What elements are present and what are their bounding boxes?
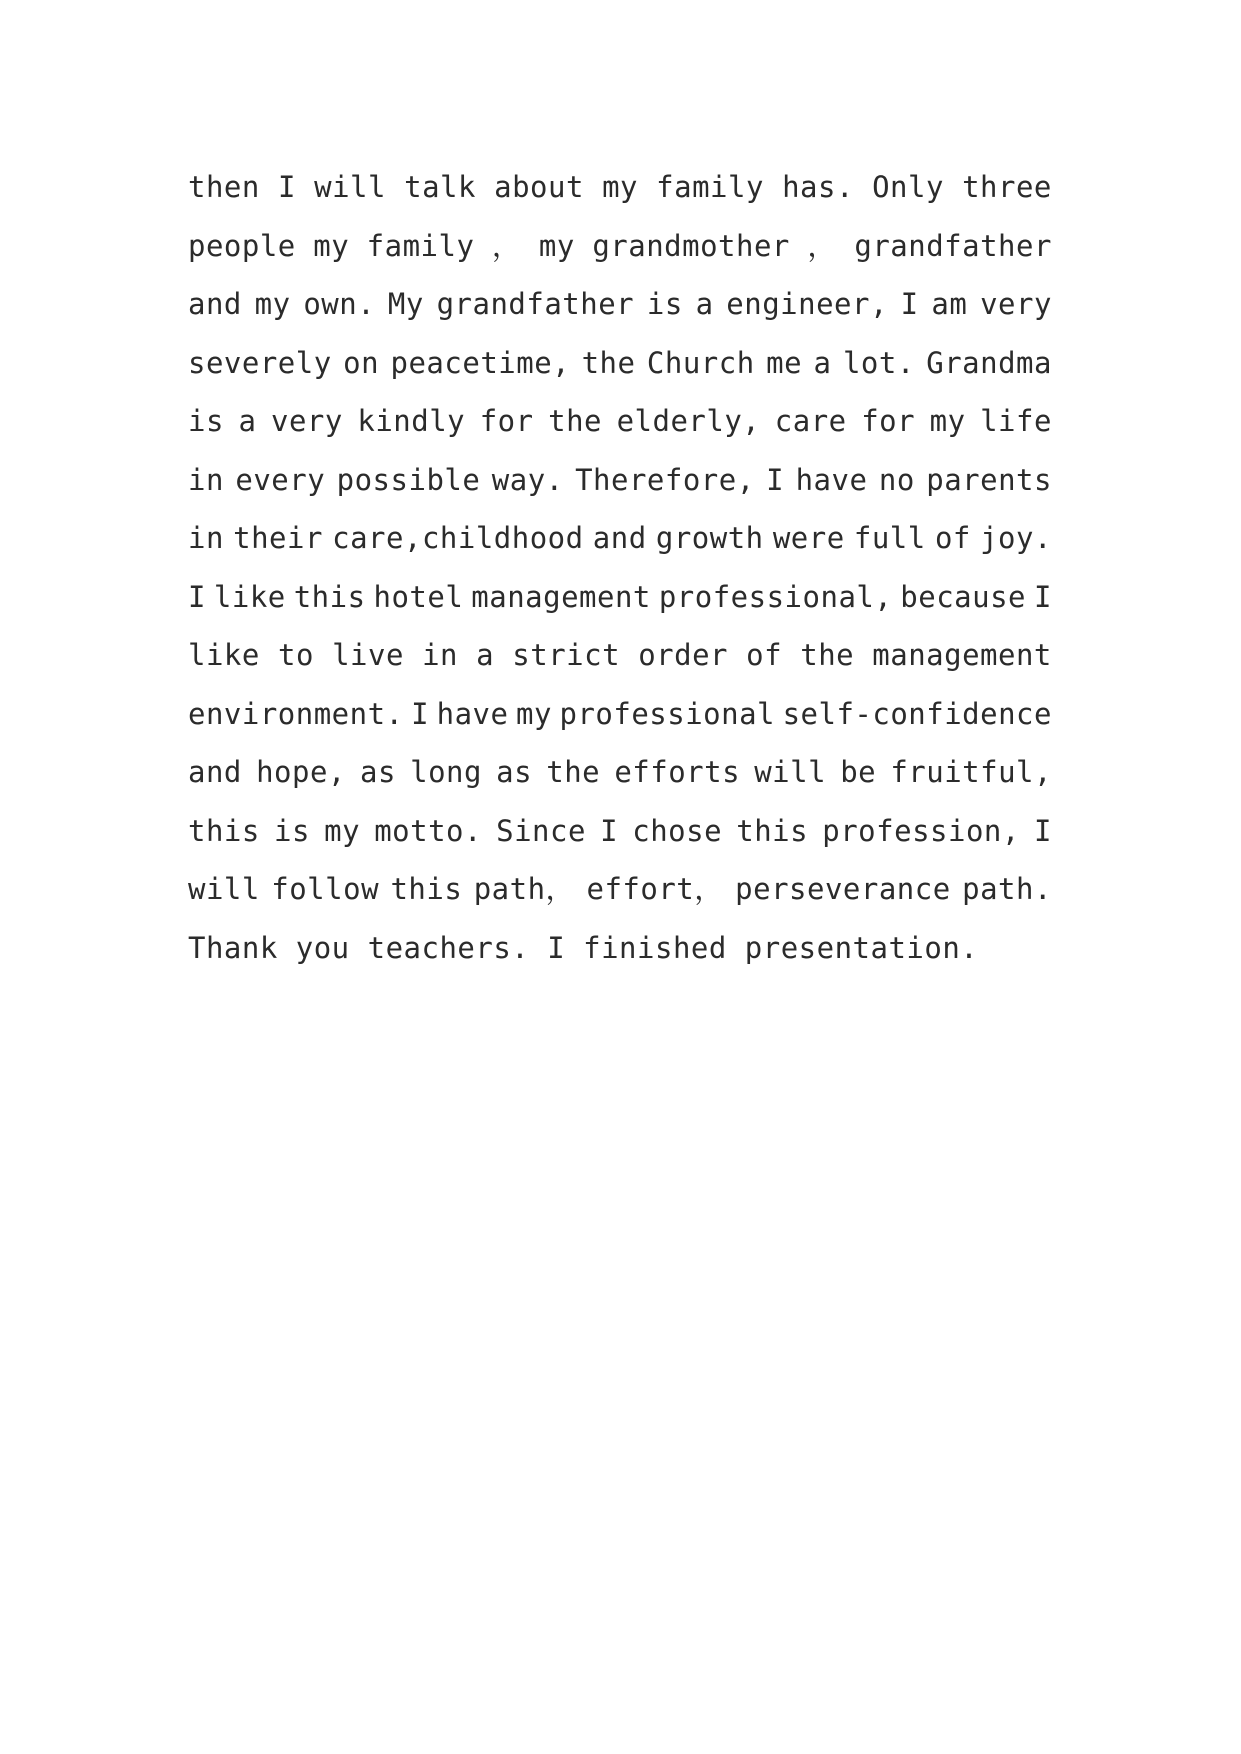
text-word: very (980, 287, 1052, 321)
text-line (188, 158, 1052, 217)
text-word: to (278, 638, 314, 672)
text-word: Therefore, (575, 462, 755, 497)
text-word: grandfather (436, 287, 635, 321)
text-word: three (962, 170, 1052, 204)
text-word: then (188, 170, 260, 204)
text-word: you (295, 930, 368, 965)
text-word: Since (496, 813, 586, 848)
text-word: grandmother (592, 228, 790, 263)
text-word: lot. (842, 345, 915, 380)
text-word: will (188, 872, 260, 906)
text-word: am (931, 287, 968, 321)
text-line (188, 568, 1052, 627)
text-word: hotel (373, 579, 464, 614)
text-word: growth (655, 521, 764, 555)
text-word: Church (646, 345, 755, 380)
text-line (188, 860, 1052, 919)
text-word: finished (583, 930, 745, 965)
text-word: my (516, 696, 552, 731)
text-word: professional, (658, 579, 893, 614)
text-word: as (496, 755, 533, 789)
text-word: this (736, 813, 809, 848)
text-word: for (861, 404, 916, 438)
text-word: profession, (822, 813, 1020, 848)
text-word: I (411, 696, 430, 731)
text-word: live (332, 638, 404, 672)
text-word: have (436, 696, 509, 731)
text-word: parents (926, 462, 1052, 497)
text-word: hope, (256, 755, 346, 789)
text-word: is (274, 813, 310, 848)
text-word: life (980, 404, 1052, 438)
text-word: a (695, 287, 714, 321)
text-word: peacetime, (390, 345, 571, 380)
text-word: the (548, 404, 603, 438)
text-word: my (538, 228, 575, 263)
text-word: my (602, 170, 639, 204)
text-word: follow (271, 872, 380, 906)
text-word: is (646, 287, 683, 321)
text-word: will (754, 755, 827, 789)
text-line (188, 743, 1052, 802)
text-word: every (235, 462, 326, 497)
text-word: full (853, 521, 926, 555)
text-word: has. (782, 170, 854, 204)
text-word: and (188, 755, 242, 789)
text-word: my (324, 813, 361, 848)
text-word: efforts (614, 755, 741, 789)
text-word: self-confidence (782, 696, 1052, 731)
text-word: kindly (357, 404, 466, 438)
text-word: for (479, 404, 534, 438)
text-word: own. (303, 287, 376, 321)
text-word: family (656, 170, 764, 204)
text-word: perseverance (735, 872, 951, 906)
text-word: management (471, 579, 651, 614)
text-word: teachers. (367, 930, 548, 965)
body-text (188, 158, 1052, 977)
text-word: I (278, 170, 296, 204)
text-word: my (313, 228, 350, 263)
text-word: this (188, 813, 260, 848)
text-word: ， (491, 228, 522, 263)
text-word: on (343, 345, 380, 380)
text-word: my (254, 287, 291, 321)
text-word: I (1034, 813, 1052, 848)
text-word: in (422, 638, 458, 672)
text-word: I (766, 462, 785, 497)
text-word: presentation. (744, 930, 979, 965)
text-word: me (766, 345, 803, 380)
text-word: management (872, 638, 1052, 672)
text-word: possible (336, 462, 481, 497)
text-word: environment. (188, 696, 404, 731)
text-line (188, 919, 1052, 978)
text-word: strict (512, 638, 621, 672)
text-word: a (476, 638, 495, 672)
text-word: care (774, 404, 847, 438)
text-line (188, 275, 1052, 334)
text-word: path. (962, 872, 1052, 906)
text-line (188, 509, 1052, 568)
text-word: people (188, 228, 296, 263)
text-word: this (390, 872, 463, 906)
text-word: ， (807, 228, 837, 263)
text-word: like (188, 638, 260, 672)
text-word: My (387, 287, 424, 321)
text-word: severely (188, 345, 332, 380)
text-word: because (900, 579, 1026, 614)
text-word: of (746, 638, 783, 672)
text-word: elderly, (616, 404, 761, 438)
text-word: way. (491, 462, 564, 497)
text-word: Grandma (926, 345, 1052, 380)
text-word: fruitful, (890, 755, 1052, 789)
text-word: were (772, 521, 845, 555)
text-word: path， (473, 872, 576, 906)
text-word: professional (559, 696, 776, 731)
text-word: and (592, 521, 647, 555)
text-word: a (238, 404, 257, 438)
text-word: talk (404, 170, 476, 204)
text-word: I (600, 813, 619, 848)
text-word: no (878, 462, 915, 497)
text-line (188, 334, 1052, 393)
text-word: a (813, 345, 832, 380)
text-word: effort， (586, 872, 724, 906)
text-word: I (1033, 579, 1052, 614)
text-word: this (293, 579, 366, 614)
text-word: order (638, 638, 729, 672)
text-word: as (360, 755, 396, 789)
text-word: care,childhood (332, 521, 584, 555)
text-word: I (900, 287, 919, 321)
text-word: grandfather (854, 228, 1052, 263)
text-word: family (366, 228, 475, 263)
text-line (188, 451, 1052, 510)
text-word: my (929, 404, 966, 438)
text-word: I (188, 579, 206, 614)
text-word: I (547, 930, 584, 965)
text-word: Only (872, 170, 944, 204)
text-word: motto. (374, 813, 482, 848)
text-word: the (800, 638, 855, 672)
text-word: in (188, 521, 224, 555)
text-word: in (188, 462, 224, 497)
text-line (188, 802, 1052, 861)
text-word: of (934, 521, 971, 555)
text-word: like (213, 579, 286, 614)
text-line (188, 626, 1052, 685)
text-word: chose (632, 813, 723, 848)
text-word: is (188, 404, 224, 438)
text-word: about (494, 170, 584, 204)
text-line (188, 217, 1052, 276)
text-word: long (410, 755, 482, 789)
text-word: engineer, (726, 287, 888, 321)
text-word: will (314, 170, 386, 204)
text-word: the (581, 345, 636, 380)
text-line (188, 392, 1052, 451)
text-word: have (795, 462, 868, 497)
text-line (188, 685, 1052, 744)
text-word: very (270, 404, 343, 438)
text-word: the (546, 755, 601, 789)
text-word: be (840, 755, 877, 789)
text-word: and (188, 287, 242, 321)
text-word: joy. (980, 521, 1052, 555)
text-word: their (233, 521, 323, 555)
text-word: Thank (188, 930, 296, 965)
